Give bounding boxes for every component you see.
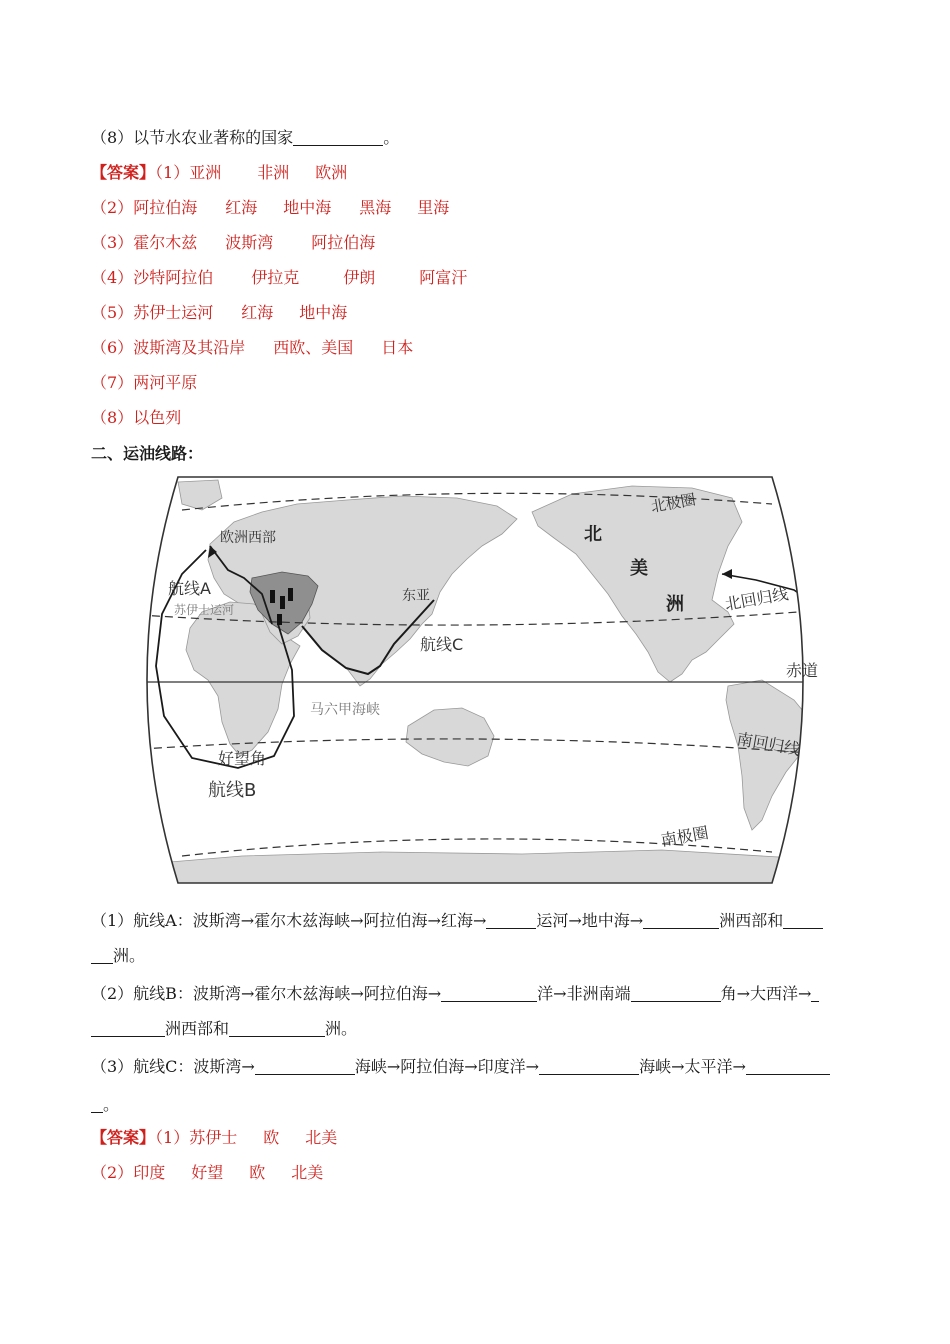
question-text: 洲。: [325, 1019, 358, 1038]
label-cape-of-good-hope: 好望角: [218, 749, 267, 768]
answer-item: 印度: [133, 1163, 166, 1182]
answer-row-7: [91, 372, 197, 394]
question-text: （2）航线B：波斯湾→霍尔木兹海峡→阿拉伯海→: [91, 984, 442, 1003]
question-text: 运河→地中海→: [536, 911, 644, 930]
label-suez-canal: 苏伊士运河: [174, 603, 235, 617]
answer-item: 以色列: [133, 408, 182, 427]
question-2-line-2: [91, 1018, 357, 1040]
answer-row-2: [91, 197, 449, 219]
answer-row-6: [91, 337, 413, 359]
label-equator: 赤道: [786, 661, 819, 680]
answer-blank: [643, 912, 719, 929]
label-north-america-2: 美: [630, 558, 648, 579]
label-north-america-1: 北: [584, 524, 602, 545]
answer-num: （8）: [91, 408, 134, 427]
answer-item: 北美: [305, 1128, 338, 1147]
answer-item: 里海: [417, 198, 450, 217]
answer-num: （4）: [91, 268, 134, 287]
question-1-line-1: [91, 910, 823, 932]
question-text: 。: [103, 1095, 120, 1114]
answer-num: （5）: [91, 303, 134, 322]
answer-row-3: [91, 232, 375, 254]
label-route-a: 航线A: [168, 579, 211, 598]
answer-blank: [91, 1096, 103, 1113]
answer-blank: [631, 985, 721, 1002]
answer-item: 好望: [191, 1163, 224, 1182]
answer-tag: 【答案】: [91, 1128, 156, 1147]
question-text: 海峡→阿拉伯海→印度洋→: [354, 1057, 540, 1076]
answer-item: 欧洲: [315, 163, 348, 182]
question-text: （3）航线C：波斯湾→: [91, 1057, 255, 1076]
answer-item: 欧: [249, 1163, 266, 1182]
question-8-text: （8）以节水农业著称的国家: [91, 128, 294, 147]
question-8: [91, 127, 399, 149]
label-tropic-of-capricorn: 南回归线: [735, 729, 802, 760]
answer-item: 阿拉伯海: [133, 198, 198, 217]
label-route-b: 航线B: [208, 780, 257, 801]
answer-item: 地中海: [299, 303, 348, 322]
question-text: 洲。: [113, 946, 146, 965]
answer-num: （1）: [155, 163, 190, 182]
oil-well-icon: [277, 614, 282, 625]
answer-blank: [486, 912, 536, 929]
answer-blank: [746, 1058, 830, 1075]
question-1-line-2: [91, 945, 145, 967]
answer-item: 非洲: [257, 163, 290, 182]
section-heading: 二、运油线路：: [91, 444, 204, 463]
question-8-suffix: 。: [383, 128, 400, 147]
answer-row-5: [91, 302, 347, 324]
question-3-line-1: [91, 1056, 830, 1078]
answer-row-1: [91, 162, 347, 184]
answer-num: （3）: [91, 233, 134, 252]
answer-item: 红海: [225, 198, 258, 217]
answer-blank: [811, 985, 819, 1002]
answer-item: 阿富汗: [419, 268, 468, 287]
question-2-line-1: [91, 983, 819, 1005]
oil-well-icon: [280, 596, 285, 609]
question-text: 洲西部和: [719, 911, 784, 930]
answer-blank: [91, 947, 113, 964]
answer-blank: [293, 129, 383, 146]
oil-well-icon: [288, 588, 293, 601]
label-arctic-circle: 北极圈: [649, 490, 698, 516]
label-europe-west: 欧洲西部: [220, 530, 276, 546]
oil-well-icon: [270, 590, 275, 603]
answer-row-8: [91, 407, 181, 429]
answer2-row-2: [91, 1162, 323, 1184]
label-tropic-of-cancer: 北回归线: [723, 584, 790, 614]
answer-item: 红海: [241, 303, 274, 322]
answer-item: 黑海: [359, 198, 392, 217]
answer-item: 伊拉克: [251, 268, 300, 287]
answer-tag: 【答案】: [91, 163, 156, 182]
answer-num: （7）: [91, 373, 134, 392]
answer-item: 欧: [263, 1128, 280, 1147]
label-east-asia: 东亚: [402, 588, 430, 604]
answer-item: 亚洲: [189, 163, 222, 182]
answer-row-4: [91, 267, 467, 289]
answer-item: 伊朗: [343, 268, 376, 287]
answer-num: （2）: [91, 198, 134, 217]
answer-item: 地中海: [283, 198, 332, 217]
answer-blank: [539, 1058, 639, 1075]
question-text: 洋→非洲南端: [537, 984, 631, 1003]
label-antarctic-circle: 南极圈: [659, 822, 710, 850]
answer-item: 北美: [291, 1163, 324, 1182]
label-malacca-strait: 马六甲海峡: [310, 702, 380, 718]
answer-blank: [441, 985, 537, 1002]
answer2-row-1: [91, 1127, 337, 1149]
answer-num: （1）: [155, 1128, 190, 1147]
answer-item: 阿拉伯海: [311, 233, 376, 252]
answer-blank: [783, 912, 823, 929]
label-north-america-3: 洲: [666, 594, 684, 615]
answer-blank: [91, 1020, 165, 1037]
oil-route-world-map: [122, 474, 828, 886]
answer-item: 霍尔木兹: [133, 233, 198, 252]
answer-blank: [255, 1058, 355, 1075]
answer-blank: [229, 1020, 325, 1037]
answer-item: 两河平原: [133, 373, 198, 392]
question-text: 洲西部和: [165, 1019, 230, 1038]
question-text: （1）航线A：波斯湾→霍尔木兹海峡→阿拉伯海→红海→: [91, 911, 487, 930]
question-text: 角→大西洋→: [720, 984, 812, 1003]
answer-item: 苏伊士运河: [133, 303, 214, 322]
answer-num: （2）: [91, 1163, 134, 1182]
answer-item: 苏伊士: [189, 1128, 238, 1147]
question-text: 海峡→太平洋→: [639, 1057, 746, 1076]
label-route-c: 航线C: [420, 635, 464, 654]
answer-item: 波斯湾: [225, 233, 274, 252]
answer-item: 沙特阿拉伯: [133, 268, 214, 287]
question-3-line-2: [91, 1094, 119, 1116]
answer-item: 日本: [381, 338, 414, 357]
answer-item: 波斯湾及其沿岸: [133, 338, 246, 357]
answer-item: 西欧、美国: [273, 338, 354, 357]
answer-num: （6）: [91, 338, 134, 357]
